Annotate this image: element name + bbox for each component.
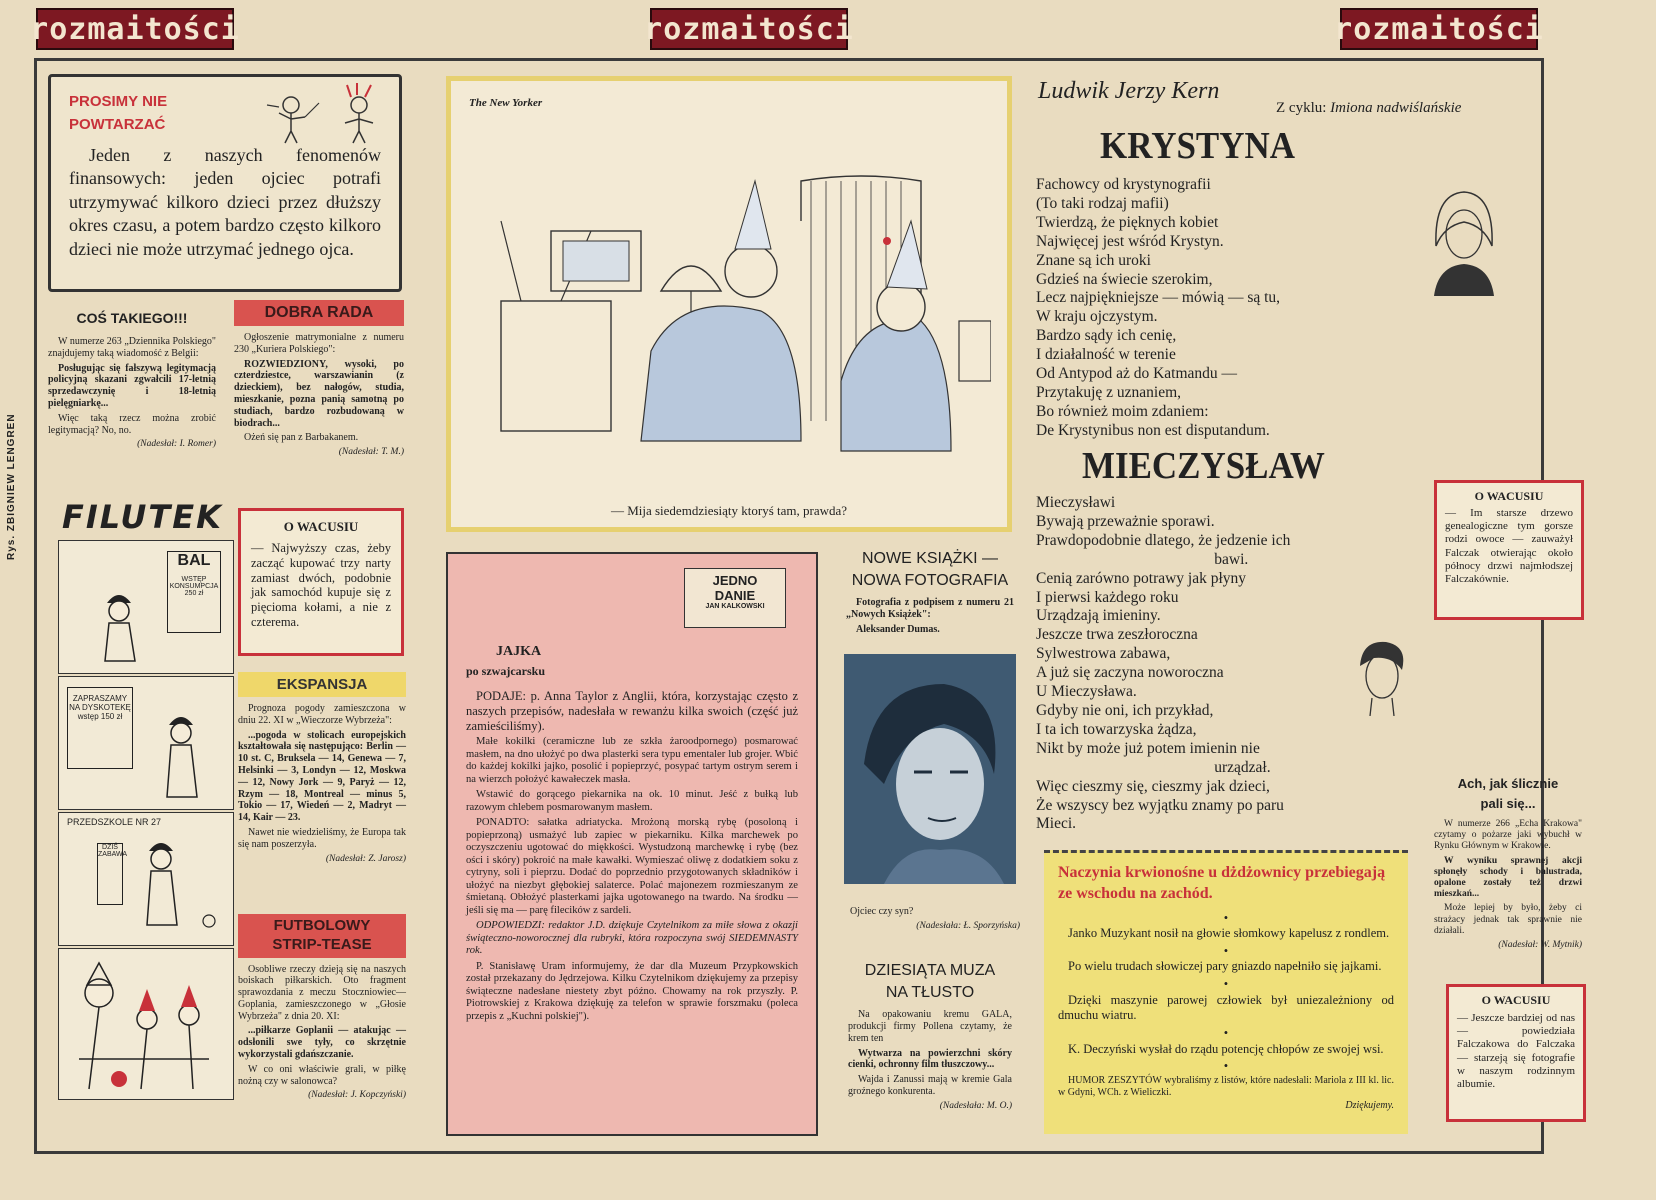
wacusiu-1-title: O WACUSIU [283, 519, 359, 534]
prosimy-body: Jeden z naszych fenomenów finansowych: jeden ojciec potrafi utrzymywać kilkoro dzieci przez dłuższy okres czasu, a potem bardzo często kilkoro dzieci nie może utrzymać jednego ojca. [69, 145, 381, 259]
jajka-box [446, 552, 818, 1136]
bullet-1: • [1223, 910, 1229, 925]
poem-line: Więc cieszmy się, cieszmy jak dzieci, [1036, 777, 1270, 795]
poem-line: Od Antypod aż do Katmandu — [1036, 365, 1238, 383]
wacusiu-box-2 [1434, 480, 1584, 620]
poem-line: Cenią zarówno potrawy jak płyny [1036, 569, 1247, 587]
filutek-figure-illustration [119, 815, 229, 943]
poem-line: Sylwestrowa zabawa, [1036, 645, 1171, 663]
cos-source: (Nadesłał: I. Romer) [137, 439, 216, 450]
ksiazki-title [840, 548, 1020, 591]
jajka-p2: Małe kokilki (ceramiczne lub ze szkła żaroodpornego) posmarować masłem, na dno ułożyć po dwa plasterki sera typu ementaler lub grojer. Wbić do każdej kokilki jajko, posolić i popieprzyć, posypać tartym ostrym serem i na wierzch położyć kawałeczek masła. [466, 736, 798, 785]
dobra-p2: ROZWIEDZIONY, wysoki, po czterdziestce, warszawianin (z dzieckiem), bez nałogów, studia, mieszkanie, pozna panią samotną po studiach, bardzo rozbudowaną w biodrach... [234, 358, 404, 429]
filutek-panel-3 [58, 812, 234, 946]
poem-line: Bo również moim zdaniem: [1036, 402, 1209, 420]
logo-line-3: JAN KALKOWSKI [705, 603, 765, 610]
cos-p2: Posługując się fałszywą legitymacją policyjną skazani zgwałcili 17-letnią sprzedawczynię i 18-letnią pielęgniarkę... [48, 362, 216, 409]
slicznie-title-1: Ach, jak ślicznie [1457, 776, 1559, 791]
jajka-p3: Wstawić do gorącego piekarnika na ok. 10 minut. Jeść z bułką lub razowym chlebem posmarowanym masłem. [466, 789, 798, 813]
mieczyslaw-poem [1036, 494, 1396, 834]
filutek-title: FILUTEK [62, 498, 223, 536]
futbol-section [238, 914, 406, 1102]
filutek-panel-1 [58, 540, 234, 674]
door-sign: DZIŚ ZABAWA [97, 843, 123, 905]
header-banner-left: rozmaitości [36, 8, 234, 50]
poem-line: Mieczysławi [1036, 494, 1116, 511]
dobra-source: (Nadesłał: T. M.) [338, 447, 404, 458]
ksiazki-title-2: NOWA FOTOGRAFIA [851, 571, 1009, 589]
cartoon-credit: The New Yorker [469, 97, 543, 109]
cartoon-illustration [481, 121, 991, 481]
wacusiu-2-body: — Im starsze drzewo genealogiczne tym gorsze rodzi owoce — zauważył Falczak otwierając około północy drzwi najmłodszej Falczakównie. [1445, 507, 1573, 585]
futbol-title-2: STRIP-TEASE [272, 935, 372, 953]
wacusiu-3-title: O WACUSIU [1481, 993, 1551, 1007]
prosimy-box [48, 74, 402, 292]
kern-cycle: Imiona nadwiślańskie [1330, 100, 1462, 116]
ekspansja-title: EKSPANSJA [238, 672, 406, 697]
naczynia-thanks: Dziękujemy. [1345, 1099, 1394, 1111]
muza-title-1: DZIESIĄTA MUZA [864, 962, 996, 979]
bal-sign [167, 551, 221, 633]
dumas-photo [844, 654, 1016, 884]
poem-line: Prawdopodobnie dlatego, że jedzenie ich [1036, 531, 1291, 549]
kern-author: Ludwik Jerzy Kern [1038, 78, 1220, 104]
ekspansja-p2: ...pogoda w stolicach europejskich kształtowała się następująco: Berlin — 10 st. C, Bruksela — 14, Genewa — 7, Helsinki — 3, Londyn — 12, Moskwa — 12, Nowy Jork — 9, Paryż — 12, Rzym — 18, Montreal — minus 5, Tokio — 17, Wiedeń — 2, Madryt — 14, Kair — 23. [238, 729, 406, 824]
ksiazki-source: (Nadesłała: Ł. Sporzyńska) [916, 920, 1020, 931]
poem-line: Że wszyscy bez wyjątku znamy po paru [1036, 796, 1284, 814]
futbol-source: (Nadesłał: J. Kopczyński) [308, 1090, 406, 1101]
side-credit: Rys. ZBIGNIEW LENGREN [6, 413, 17, 560]
filutek-panel-4 [58, 948, 234, 1100]
filutek-figure-illustration [139, 679, 229, 807]
prosimy-title-2: POWTARZAĆ [69, 115, 166, 133]
muza-title [840, 960, 1020, 1003]
poem-line: Mieci. [1036, 815, 1077, 833]
mieczyslaw-title: MIECZYSŁAW [1082, 445, 1325, 487]
krystyna-poem [1036, 176, 1376, 441]
poem-line: Znane są ich uroki [1036, 251, 1151, 269]
muza-section [840, 960, 1020, 1112]
wacusiu-3-body: — Jeszcze bardziej od nas — powiedziała Falczakowa do Falczaka — starzeją się fotografie w naszym rodzinnym albumie. [1457, 1012, 1575, 1090]
muza-source: (Nadesłała: M. O.) [939, 1100, 1012, 1111]
futbol-title [238, 914, 406, 958]
poem-line: Lecz najpiękniejsze — mówią — są tu, [1036, 289, 1281, 307]
naczynia-title: Naczynia krwionośne u dżdżownicy przebiegają ze wschodu na zachód. [1058, 864, 1386, 902]
prosimy-title-1: PROSIMY NIE [69, 93, 168, 110]
jajka-p1: PODAJE: p. Anna Taylor z Anglii, która, korzystając często z naszych przepisów, nadesłała w rewanżu kilka swoich (część już zamieściliśmy). [466, 689, 798, 733]
slicznie-source: (Nadesłał: W. Mytnik) [1498, 940, 1582, 951]
cos-takiego-section [48, 304, 216, 451]
school-sign: PRZEDSZKOLE NR 27 [67, 817, 162, 827]
disco-sign: ZAPRASZAMY NA DYSKOTEKĘ wstęp 150 zł [67, 687, 133, 769]
ekspansja-source: (Nadesłał: Z. Jarosz) [325, 853, 406, 864]
futbol-p2: ...piłkarze Goplanii — atakując — odsłonili swe tyły, co skrzętnie wykorzystali gdańszczanie. [238, 1025, 406, 1061]
man-portrait-illustration [1352, 636, 1412, 716]
slicznie-p3: Może lepiej by było, żeby ci strażacy jednak tak sprawnie nie działali. [1434, 903, 1582, 936]
poem-line: Gdyby nie oni, ich przykład, [1036, 701, 1214, 719]
naczynia-footer: HUMOR ZESZYTÓW wybraliśmy z listów, które nadesłali: Mariola z III kl. lic. w Gdyni, WCh. z Wieliczki. [1058, 1074, 1394, 1099]
dobra-p3: Ożeń się pan z Barbakanem. [244, 432, 359, 444]
cartoon-caption: — Mija siedemdziesiąty ktoryś tam, prawda? [610, 503, 848, 518]
poem-line: Urządzają imieniny. [1036, 607, 1161, 625]
woman-portrait-illustration [1424, 186, 1504, 296]
dobra-rada-section [234, 300, 404, 458]
dobra-rada-title: DOBRA RADA [234, 300, 404, 326]
ksiazki-caption-block [840, 906, 1020, 932]
logo-line-1: JEDNO [712, 573, 758, 588]
ksiazki-caption: Ojciec czy syn? [850, 906, 914, 917]
slicznie-section [1434, 774, 1582, 951]
slicznie-title [1434, 774, 1582, 813]
muza-p2: Wytwarza na powierzchni skóry cienki, ochronny film tłuszczowy... [848, 1047, 1012, 1071]
poem-line: Jeszcze trwa zeszłoroczna [1036, 626, 1198, 644]
jedno-danie-logo [684, 568, 786, 628]
jajka-title: JAJKA [496, 644, 542, 659]
ekspansja-section [238, 672, 406, 865]
ksiazki-title-1: NOWE KSIĄŻKI — [861, 550, 998, 567]
poem-line: I pierwsi każdego roku [1036, 588, 1179, 606]
naczynia-item-2: Po wielu trudach słowiczej pary gniazdo napełniło się jajkami. [1068, 959, 1382, 974]
jajka-p4: PONADTO: sałatka adriatycka. Mrożoną morską rybę (posoloną i popieprzoną) usmażyć lub zapiec w piekarniku. Kilka marchewek po oczyszczeniu ugotować do miękkości. Wystudzoną marchewkę i rybę (bez ości i skóry) pokroić na małe kawałki. Wymieszać oliwę z dodatkiem soku z cytryny, soli i pieprzu. Dodać do poprzednio przygotowanych składników i ułożyć na niezbyt głębokiej salaterce. Polać majonezem rozmieszanym ze śmietaną. Obłożyć plasterkami jajka ugotowanego na twardo. Na środku — jeśli się ma — parę filecików z sardeli. [466, 817, 798, 916]
poem-line: I ta ich towarzyska żądza, [1036, 720, 1197, 738]
kern-cycle-prefix: Z cyklu: [1276, 100, 1327, 116]
bullet-4: • [1223, 1025, 1229, 1040]
portrait-photo-illustration [844, 654, 1016, 884]
ksiazki-p1: Fotografia z podpisem z numeru 21 „Nowych Książek": [846, 597, 1014, 620]
poem-line: urządzał. [1036, 758, 1271, 776]
bal-sign-sub: WSTĘP KONSUMPCJA 250 zł [169, 576, 219, 597]
ekspansja-p3: Nawet nie wiedzieliśmy, że Europa tak się nam poszerzyła. [238, 826, 406, 850]
poem-line: W kraju ojczystym. [1036, 308, 1158, 326]
naczynia-item-4: K. Deczyński wysłał do rządu potencję chłopów ze swojej wsi. [1068, 1041, 1384, 1056]
muza-p1: Na opakowaniu kremu GALA, produkcji firmy Pollena czytamy, że krem ten [848, 1009, 1012, 1044]
poem-line: Gdzieś na świecie szerokim, [1036, 270, 1213, 288]
cos-p3: Więc taką rzecz można zrobić legitymacją? No, no. [48, 412, 216, 436]
bullet-3: • [1223, 977, 1229, 992]
ksiazki-section [840, 548, 1020, 639]
poem-line: bawi. [1036, 550, 1249, 568]
poem-line: Bywają przeważnie sporawi. [1036, 512, 1215, 530]
futbol-p3: W co oni właściwie grali, w piłkę nożną czy w salonowca? [238, 1063, 406, 1087]
bullet-2: • [1223, 943, 1229, 958]
filutek-figure-illustration [67, 543, 167, 671]
slicznie-p2: W wyniku sprawnej akcji spłonęły schody i balustrada, opalone zostały też drzwi mieszkań... [1434, 855, 1582, 900]
poem-line: I działalność w terenie [1036, 346, 1176, 364]
bullet-5: • [1223, 1059, 1229, 1074]
logo-line-2: DANIE [714, 588, 756, 603]
krystyna-title: KRYSTYNA [1100, 125, 1295, 167]
poem-line: Przytakuję z uznaniem, [1036, 383, 1182, 401]
jajka-p6: P. Stanisławę Uram informujemy, że dar dla Muzeum Przypkowskich został przekazany do Jędrzejowa. Kilku Czytelnikom dziękujemy za przepisy świąteczne nadesłane niestety zbyt późno. Chowamy na rok przyszły. P. Piotrowskiej z Krakowa dziękuję za telefon w sprawie forszmaku (poleca przepis z „Kuchni polskiej"). [466, 960, 798, 1022]
dobra-p1: Ogłoszenie matrymonialne z numeru 230 „Kuriera Polskiego": [234, 332, 404, 355]
poem-line: (To taki rodzaj mafii) [1036, 194, 1169, 212]
poem-line: Twierdzą, że pięknych kobiet [1036, 213, 1219, 231]
slicznie-p1: W numerze 266 „Echa Krakowa" czytamy o pożarze jaki wybuchł w Rynku Głównym w Krakowie. [1434, 819, 1582, 852]
poem-line: De Krystynibus non est disputandum. [1036, 421, 1270, 439]
wacusiu-1-body: — Najwyższy czas, żeby zacząć kupować trzy narty zamiast dwóch, podobnie jak samochód kupuje się z pięcioma kołami, a nie z czterema. [251, 541, 391, 629]
cos-p1: W numerze 263 „Dziennika Polskiego" znajdujemy taką wiadomość z Belgii: [48, 336, 216, 359]
ekspansja-p1: Prognoza pogody zamieszczona w dniu 22. XI w „Wieczorze Wybrzeża": [238, 703, 406, 726]
header-banner-right: rozmaitości [1340, 8, 1538, 50]
futbol-title-1: FUTBOLOWY [273, 917, 371, 934]
poem-line: Fachowcy od krystynografii [1036, 176, 1211, 193]
naczynia-box [1044, 850, 1408, 1134]
cartoon-box [446, 76, 1012, 532]
dancing-children-illustration [59, 949, 229, 1095]
cos-takiego-title: COŚ TAKIEGO!!! [76, 310, 188, 326]
jajka-subtitle: po szwajcarsku [466, 664, 546, 678]
muza-p3: Wajda i Zanussi mają w kremie Gala groźnego konkurenta. [848, 1074, 1012, 1097]
wacusiu-box-3 [1446, 984, 1586, 1122]
muza-title-2: NA TŁUSTO [885, 983, 975, 1001]
indian-children-illustration [261, 83, 391, 145]
kern-cycle-line [1276, 100, 1461, 117]
poem-line: Nikt by może już potem imienin nie [1036, 739, 1260, 757]
poem-line: Bardzo sądy ich cenię, [1036, 327, 1177, 345]
slicznie-title-2: pali się... [1480, 795, 1536, 811]
filutek-panel-2 [58, 676, 234, 810]
bal-sign-title: BAL [177, 552, 211, 569]
header-banner-center: rozmaitości [650, 8, 848, 50]
poem-line: U Mieczysława. [1036, 683, 1137, 701]
poem-line: Najwięcej jest wśród Krystyn. [1036, 232, 1224, 250]
ksiazki-author: Aleksander Dumas. [856, 623, 940, 635]
wacusiu-2-title: O WACUSIU [1474, 489, 1544, 503]
jajka-p5: ODPOWIEDZI: redaktor J.D. dziękuje Czytelnikom za miłe słowa z okazji świąteczno-noworocznej dla rubryki, która rozpoczyna swój SIEDEMNASTY rok. [466, 920, 798, 957]
naczynia-item-1: Janko Muzykant nosił na głowie słomkowy kapelusz z rondlem. [1068, 926, 1390, 941]
wacusiu-box-1 [238, 508, 404, 656]
futbol-p1: Osobliwe rzeczy dzieją się na naszych boiskach piłkarskich. Oto fragment sprawozdania z meczu Stoczniowiec—Goplania, zamieszczonego w „Głosie Wybrzeża" z dnia 20. XI: [238, 963, 406, 1022]
poem-line: A już się zaczyna noworoczna [1036, 664, 1224, 682]
naczynia-item-3: Dzięki maszynie parowej człowiek był uniezależniony od dmuchu wiatru. [1058, 992, 1394, 1023]
